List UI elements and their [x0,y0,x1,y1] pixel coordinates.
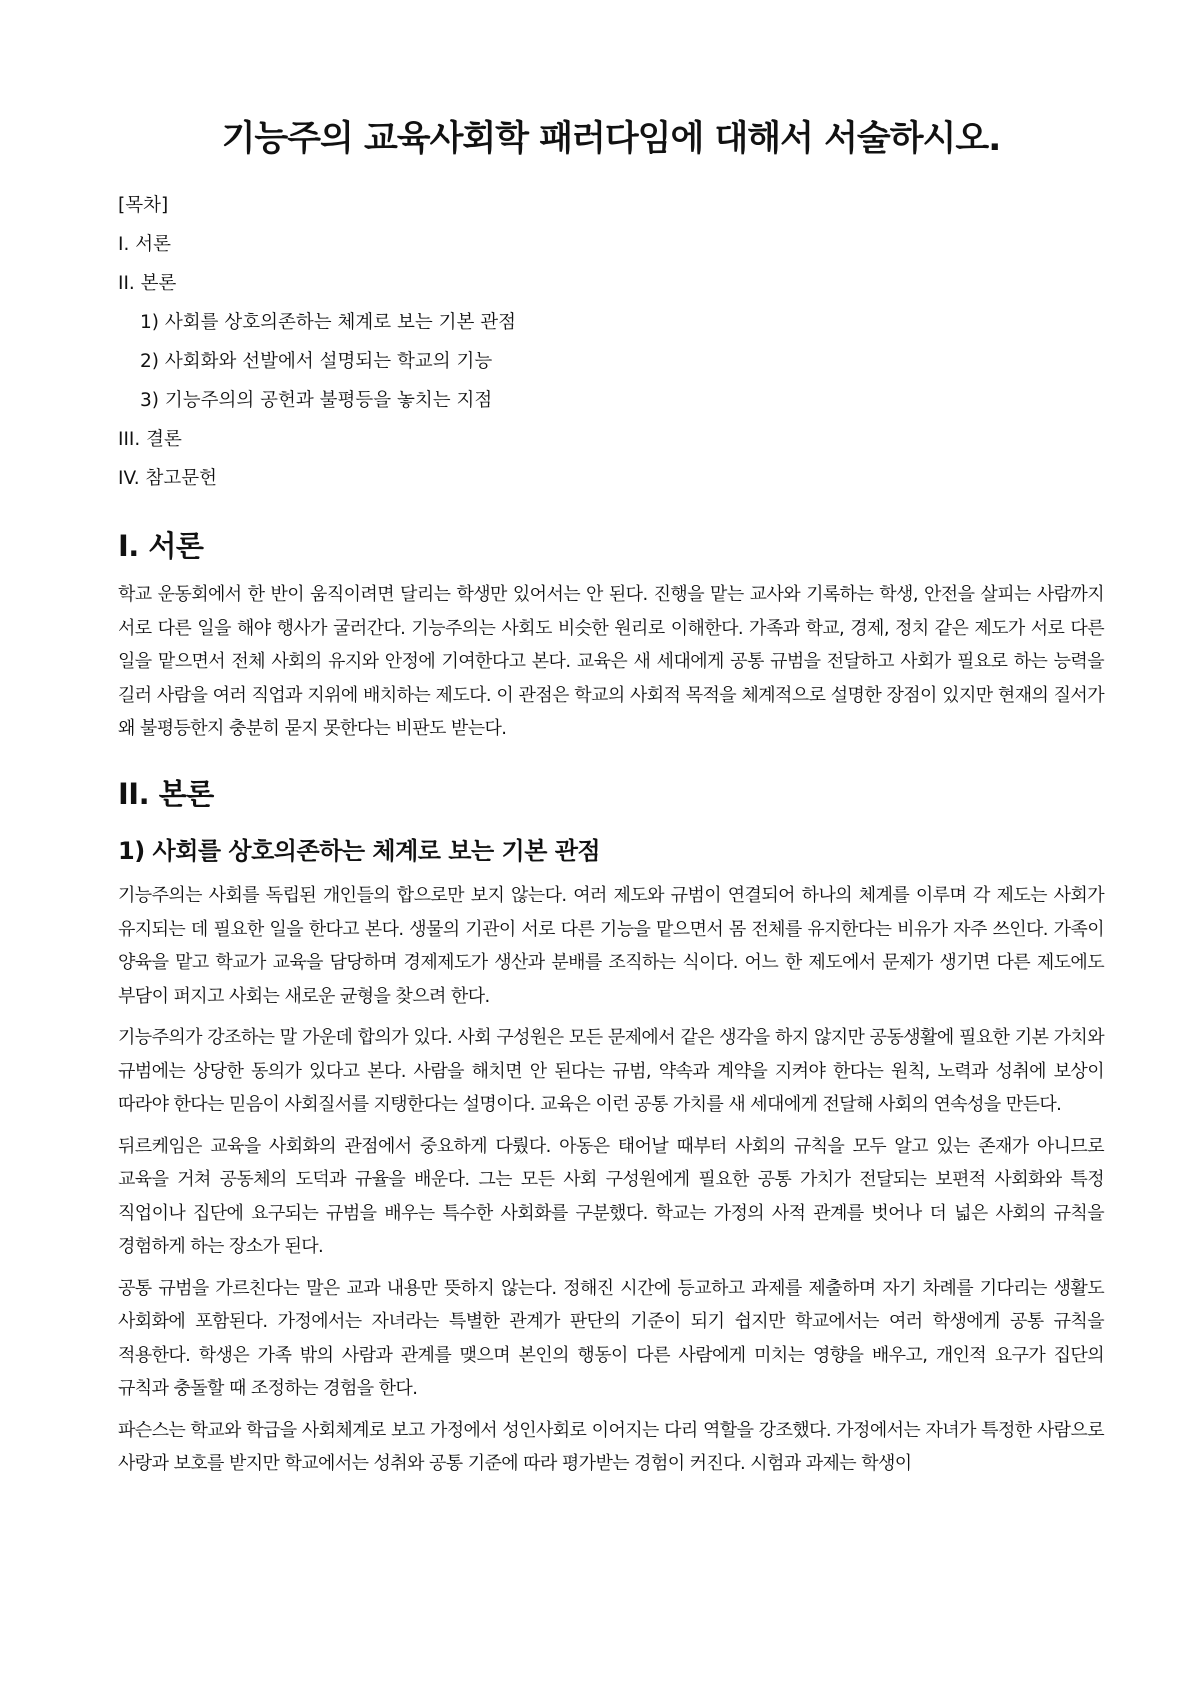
toc-subitem: 3) 기능주의의 공헌과 불평등을 놓치는 지점 [140,390,493,411]
section-heading-body: II. 본론 [118,776,214,811]
paragraph: 파슨스는 학교와 학급을 사회체계로 보고 가정에서 성인사회로 이어지는 다리 역할을 강조했다. 가정에서는 자녀가 특정한 사람으로 사랑과 보호를 받지만 학교에서는 성취와 공통 기준에 따라 평가받는 경험이 커진다. 시험과 과제는 학생이 [118,1419,1104,1475]
table-of-contents [118,186,1104,498]
subsection-heading: 1) 사회를 상호의존하는 체계로 보는 기본 관점 [118,837,601,865]
paragraph: 공통 규범을 가르친다는 말은 교과 내용만 뜻하지 않는다. 정해진 시간에 등교하고 과제를 제출하며 자기 차례를 기다리는 생활도 사회화에 포함된다. 가정에서는 자녀라는 특별한 관계가 판단의 기준이 되기 쉽지만 학교에서는 여러 학생에게 공통 규칙을 적용한다. 학생은 가족 밖의 사람과 관계를 맺으며 본인의 행동이 다른 사람에게 미치는 영향을 배우고, 개인적 요구가 집단의 규칙과 충돌할 때 조정하는 경험을 한다. [118,1277,1104,1400]
paragraph: 기능주의가 강조하는 말 가운데 합의가 있다. 사회 구성원은 모든 문제에서 같은 생각을 하지 않지만 공동생활에 필요한 기본 가치와 규범에는 상당한 동의가 있다고 본다. 사람을 해치면 안 된다는 규범, 약속과 계약을 지켜야 한다는 원칙, 노력과 성취에 보상이 따라야 한다는 믿음이 사회질서를 지탱한다는 설명이다. 교육은 이런 공통 가치를 새 세대에게 전달해 사회의 연속성을 만든다. [118,1027,1104,1116]
document-title: 기능주의 교육사회학 패러다임에 대해서 서술하시오. [221,119,1001,159]
toc-item: I. 서론 [118,234,171,255]
paragraph: 기능주의는 사회를 독립된 개인들의 합으로만 보지 않는다. 여러 제도와 규범이 연결되어 하나의 체계를 이루며 각 제도는 사회가 유지되는 데 필요한 일을 한다고 본다. 생물의 기관이 서로 다른 기능을 맡으면서 몸 전체를 유지한다는 비유가 자주 쓰인다. 가족이 양육을 맡고 학교가 교육을 담당하며 경제제도가 생산과 분배를 조직하는 식이다. 어느 한 제도에서 문제가 생기면 다른 제도에도 부담이 퍼지고 사회는 새로운 균형을 찾으려 한다. [118,885,1104,1007]
toc-subitem: 2) 사회화와 선발에서 설명되는 학교의 기능 [140,351,493,372]
paragraph: 학교 운동회에서 한 반이 움직이려면 달리는 학생만 있어서는 안 된다. 진행을 맡는 교사와 기록하는 학생, 안전을 살피는 사람까지 서로 다른 일을 해야 행사가 굴러간다. 기능주의는 사회도 비슷한 원리로 이해한다. 가족과 학교, 경제, 정치 같은 제도가 서로 다른 일을 맡으면서 전체 사회의 유지와 안정에 기여한다고 본다. 교육은 새 세대에게 공통 규범을 전달하고 사회가 필요로 하는 능력을 길러 사람을 여러 직업과 지위에 배치하는 제도다. 이 관점은 학교의 사회적 목적을 체계적으로 설명한 장점이 있지만 현재의 질서가 왜 불평등한지 충분히 묻지 못한다는 비판도 받는다. [118,584,1104,740]
section-heading-intro: I. 서론 [118,529,204,563]
toc-item: III. 결론 [118,429,182,450]
toc-item: IV. 참고문헌 [118,468,217,489]
paragraph: 뒤르케임은 교육을 사회화의 관점에서 중요하게 다뤘다. 아동은 태어날 때부터 사회의 규칙을 모두 알고 있는 존재가 아니므로 교육을 거쳐 공동체의 도덕과 규율을 배운다. 그는 모든 사회 구성원에게 필요한 공통 가치가 전달되는 보편적 사회화와 특정 직업이나 집단에 요구되는 규범을 배우는 특수한 사회화를 구분했다. 학교는 가정의 사적 관계를 벗어나 더 넓은 사회의 규칙을 경험하게 하는 장소가 된다. [118,1135,1104,1258]
toc-heading: [목차] [118,195,169,216]
toc-item: II. 본론 [118,273,177,294]
toc-subitem: 1) 사회를 상호의존하는 체계로 보는 기본 관점 [140,312,516,333]
